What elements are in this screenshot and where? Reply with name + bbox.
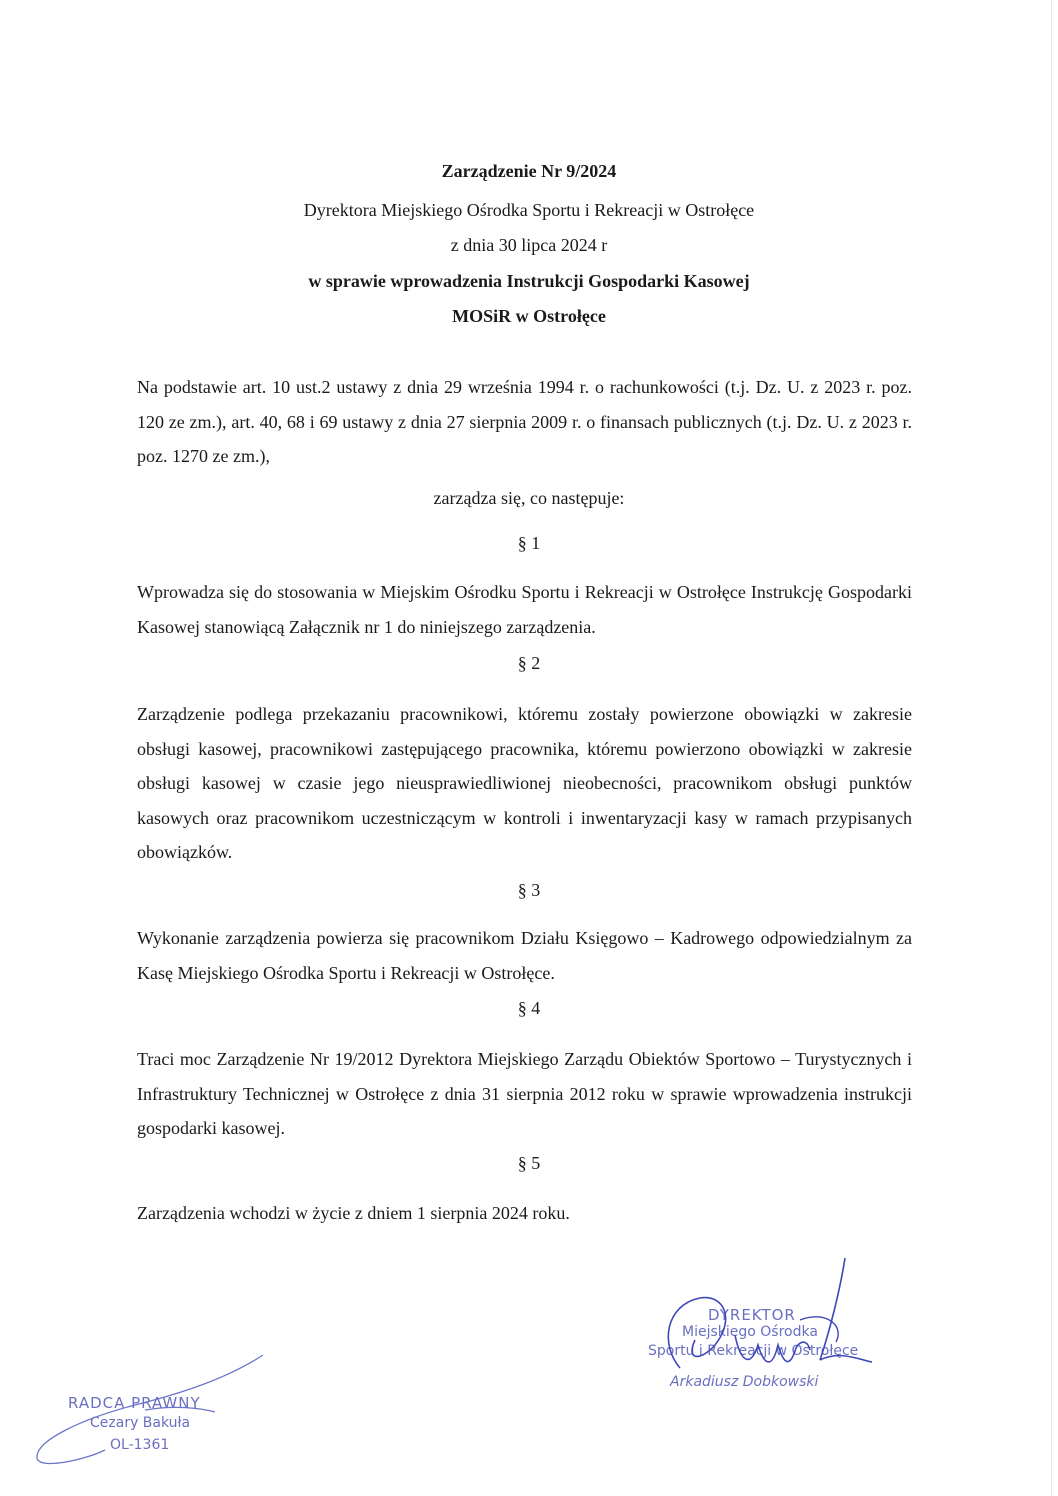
director-signature	[640, 1250, 890, 1390]
director-stamp-line2: Miejskiego Ośrodka	[682, 1324, 818, 1340]
section-text-1: Wprowadza się do stosowania w Miejskim Ośrodku Sportu i Rekreacji w Ostrołęce Instrukcję Gospodarki Kasowej stanowiącą Załącznik nr 1 do niniejszego zarządzenia.	[137, 582, 912, 637]
legal-stamp-number: OL-1361	[110, 1437, 170, 1453]
director-stamp-line3: Sportu i Rekreacji w Ostrołęce	[648, 1343, 859, 1359]
document-subject-line2: MOSiR w Ostrołęce	[452, 306, 606, 326]
document-subject-line1: w sprawie wprowadzenia Instrukcji Gospodarki Kasowej	[308, 271, 750, 291]
section-text-5: Zarządzenia wchodzi w życie z dniem 1 sierpnia 2024 roku.	[137, 1203, 570, 1223]
document-date: z dnia 30 lipca 2024 r	[450, 235, 608, 255]
section-mark-1: § 1	[517, 533, 541, 553]
section-text-2: Zarządzenie podlega przekazaniu pracownikowi, któremu zostały powierzone obowiązki w zakresie obsługi kasowej, pracownikowi zastępującego pracownika, któremu powierzono obowiązki w zakresie obsługi kasowej w czasie jego nieusprawiedliwionej nieobecności, pracownikom obsługi punktów kasowych oraz pracownikom uczestniczącym w kontroli i inwentaryzacji kasy w ramach przypisanych obowiązków.	[137, 704, 912, 862]
director-stamp-name: Arkadiusz Dobkowski	[670, 1374, 819, 1390]
section-text-3: Wykonanie zarządzenia powierza się pracownikom Działu Księgowo – Kadrowego odpowiedzialnym za Kasę Miejskiego Ośrodka Sportu i Rekreacji w Ostrołęce.	[137, 928, 912, 983]
preamble: Na podstawie art. 10 ust.2 ustawy z dnia 29 września 1994 r. o rachunkowości (t.j. Dz. U. z 2023 r. poz. 120 ze zm.), art. 40, 68 i 69 ustawy z dnia 27 sierpnia 2009 r. o finansach publicznych (t.j. Dz. U. z 2023 r. poz. 1270 ze zm.),	[137, 377, 912, 466]
section-mark-5: § 5	[517, 1153, 541, 1173]
legal-stamp-name: Cezary Bakuła	[90, 1415, 191, 1431]
legal-signature	[25, 1350, 275, 1470]
section-text-4: Traci moc Zarządzenie Nr 19/2012 Dyrektora Miejskiego Zarządu Obiektów Sportowo – Turystycznych i Infrastruktury Technicznej w Ostrołęce z dnia 31 sierpnia 2012 roku w sprawie wprowadzenia instrukcji gospodarki kasowej.	[137, 1049, 912, 1138]
legal-stamp-title: RADCA PRAWNY	[68, 1394, 201, 1412]
decree-formula: zarządza się, co następuje:	[433, 488, 625, 508]
document-title: Zarządzenie Nr 9/2024	[441, 161, 617, 181]
section-mark-4: § 4	[517, 998, 541, 1018]
page-edge-line	[1051, 0, 1052, 1496]
section-mark-2: § 2	[517, 653, 541, 673]
director-stamp-title: DYREKTOR	[708, 1306, 796, 1324]
document-issuer: Dyrektora Miejskiego Ośrodka Sportu i Rekreacji w Ostrołęce	[303, 200, 755, 220]
section-mark-3: § 3	[517, 880, 541, 900]
